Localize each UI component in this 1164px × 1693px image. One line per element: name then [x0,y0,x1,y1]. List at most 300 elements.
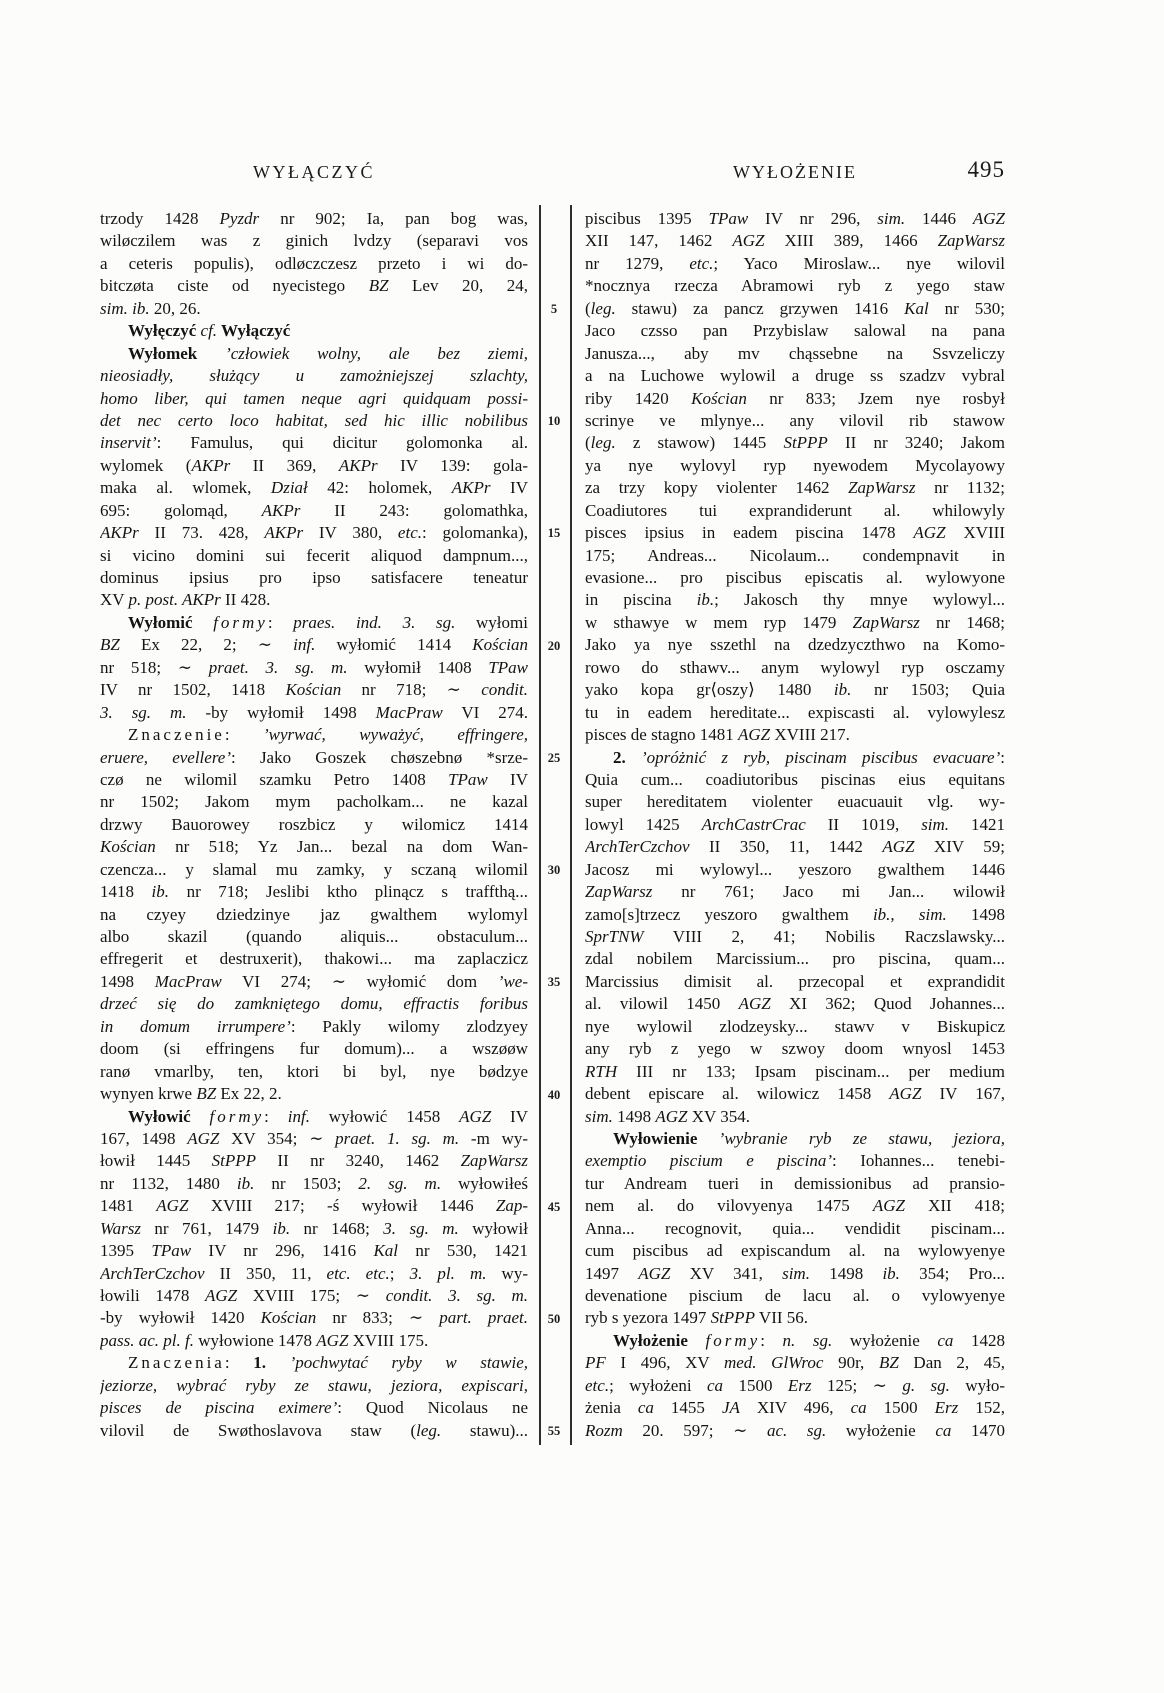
text-line [585,410,1005,432]
text-segment: ’we- [497,971,528,991]
text-line [585,948,1005,970]
text-segment: AKPr [191,455,231,475]
text-segment: TPaw [448,769,488,789]
text-segment: AGZ [738,994,771,1014]
text-segment: effregerit et destruxerit), thakowi... ma zaplaczicz [100,949,528,969]
text-segment: nr 1132; [915,478,1005,498]
text-segment: 152, [958,1398,1005,1418]
text-segment: AGZ [732,231,765,251]
text-segment: nr 530, 1421 [398,1241,528,1261]
text-line [100,702,528,724]
text-line [100,320,528,342]
text-line [585,1218,1005,1240]
text-segment: wyłowione 1478 [193,1330,317,1350]
text-segment: TPaw [151,1241,192,1261]
text-segment: IV nr 296, 1416 [191,1241,374,1261]
text-segment: 1498 [946,904,1005,924]
text-segment: part. praet. [439,1308,528,1328]
text-segment: : Quod Nicolaus ne [337,1398,528,1418]
text-line [100,1330,528,1352]
text-segment: AGZ [737,725,771,745]
text-segment: pass. ac. pl. f. [100,1330,194,1350]
text-segment: VI 274; ∼ wyłomić dom [221,971,498,991]
text-segment: 1428 [953,1330,1005,1350]
text-segment: II nr 3240, 1462 [256,1151,461,1171]
text-line [585,1330,1005,1352]
text-segment: BZ [878,1353,899,1373]
text-segment: Warsz [100,1218,141,1238]
text-line [100,791,528,813]
text-segment: XI 362; Quod Johannes... [770,994,1005,1014]
column-left [100,208,528,1442]
text-segment: 1498 [100,971,155,991]
text-segment: condit. 3. sg. m. [385,1286,528,1305]
text-line [585,589,1005,611]
text-line [100,657,528,679]
text-segment: 1421 [949,814,1005,834]
text-segment: nr 761, 1479 [140,1218,273,1238]
text-segment: a na Luchowe wylowil a druge ss szadzv vybral [585,366,1005,386]
text-segment: 1. [253,1353,290,1373]
text-segment: trzody 1428 [100,209,220,228]
text-segment: nr 1502; Jakom mym pacholkam... ne kazal [100,792,528,812]
text-line [100,1375,528,1397]
text-segment: ib., sim. [872,904,947,924]
gutter-line-number: 40 [547,1087,561,1102]
text-segment: ’wybranie ryb ze stawu, jeziora, [718,1128,1005,1148]
text-line [585,881,1005,903]
text-segment: wyłożenie [826,1420,936,1440]
text-segment: 125; ∼ [811,1375,903,1395]
text-segment: IV nr 296, [748,209,878,228]
text-segment: ZapWarsz [460,1151,528,1171]
text-line [100,926,528,948]
text-segment: IV 139: gola- [377,455,528,475]
text-line [100,275,528,297]
text-segment: XII 147, 1462 [585,231,733,251]
text-line [585,522,1005,544]
text-segment: zamo[s]trzecz yeszoro gwalthem [585,904,873,924]
text-segment: wiløczilem was z ginich lvdzy (separavi vos [100,231,528,251]
text-segment: cf. [200,321,218,341]
text-segment: AGZ [882,837,915,857]
text-segment: nye wylowil zlodzeysky... stawv v Biskupicz [585,1016,1005,1036]
text-segment: *nocznya rzecza Abramowi ryb z yego staw [585,276,1005,296]
text-segment: piscibus 1395 [585,209,709,228]
text-segment: 3. sg. m. [100,702,187,722]
text-segment: Kal [904,298,929,318]
text-segment: albo skazil (quando aliquis... obstaculum... [100,927,528,946]
text-segment: 3. sg. m. [383,1218,459,1238]
text-segment: AKPr [100,523,139,543]
gutter-line-number: 30 [547,863,561,878]
text-segment: Znaczenie [128,725,225,745]
text-line [100,208,528,230]
text-segment: AGZ [889,1084,922,1104]
gutter-line-number: 55 [547,1424,561,1439]
text-segment: bitczøta ciste od nyecistego [100,276,369,296]
text-segment: doom (si effringens fur domum)... a wszøøw [100,1039,528,1059]
text-line [100,1218,528,1240]
text-segment: Wyłączyć [217,321,291,341]
text-segment: Lev 20, 24, [388,276,528,296]
text-segment: Kościan [260,1308,317,1328]
text-segment: 1500 [723,1375,788,1395]
text-segment: 1500 [866,1398,935,1418]
text-segment: Kościan [472,635,528,655]
running-head-left: WYŁĄCZYĆ [253,162,375,182]
text-line [585,1263,1005,1285]
column-right [585,208,1005,1442]
text-segment: drzwy Bauorowey roszbicz y wilomicz 1414 [100,814,528,834]
gutter-line-number: 20 [547,638,561,653]
text-segment: TPaw [488,657,528,677]
text-line [100,1083,528,1105]
text-line [100,679,528,701]
text-segment: riby 1420 [585,388,692,408]
text-line [585,634,1005,656]
text-segment: devenatione piscium de lacu al. o vylowyenye [585,1286,1005,1305]
text-segment: BZ [100,635,120,655]
text-segment: sim. [921,814,950,834]
text-segment: jeziorze, wybrać ryby ze stawu, jeziora, expiscari, [100,1375,528,1395]
text-segment: AGZ [156,1196,189,1216]
gutter-line-number: 25 [547,750,561,765]
text-segment: ac. sg. [766,1420,827,1440]
text-segment: AKPr [338,455,378,475]
text-segment: AGZ [913,523,946,543]
text-line [585,904,1005,926]
text-line [585,1420,1005,1442]
text-segment: Znaczenia [128,1353,225,1373]
text-segment: 3. pl. m. [409,1263,487,1283]
text-segment: II nr 3240; Jakom [827,433,1005,453]
text-segment: yako kopa gr⟨oszy⟩ 1480 [585,680,834,700]
text-segment: ib. [696,590,715,610]
text-segment: łowili 1478 [100,1286,205,1305]
text-line [100,993,528,1015]
text-segment: al. vilowil 1450 [585,994,739,1014]
text-segment: stawu) za pancz grzywen 1416 [615,298,905,318]
text-segment: etc. [689,253,714,273]
text-line [585,859,1005,881]
text-segment: Dział [270,478,308,498]
text-segment: IV [490,478,528,498]
text-segment: MacPraw [154,971,222,991]
text-line [100,1420,528,1442]
text-segment: 20. 597; ∼ [622,1420,767,1440]
text-segment: 1446 [905,209,973,228]
text-line [100,455,528,477]
text-segment: III nr 133; Ipsam piscinam... per medium [617,1061,1005,1081]
text-line [585,545,1005,567]
text-segment: tu in eadem hereditate... expiscasti al. vylowylesz [585,702,1005,722]
text-segment: nem al. do vilovyenya 1475 [585,1196,873,1216]
text-segment: ’opróżnić z ryb, piscinam piscibus evacuare’ [640,747,1001,767]
text-segment: XV 354. [687,1106,750,1126]
text-segment: Coadiutores tui exprandiderunt al. whilowyly [585,500,1005,520]
text-segment: wyłomi [455,612,528,632]
text-segment: : [1000,747,1005,767]
text-segment: Kościan [100,837,156,857]
text-segment: -m wy- [459,1128,528,1148]
text-segment: formy [209,1106,265,1126]
text-segment: AKPr [264,523,304,543]
text-line [100,1038,528,1060]
text-segment: nr 518; Yz Jan... bezal na dom Wan- [155,837,528,857]
text-segment: det nec certo loco habitat, sed hic illic nobilibus [100,410,528,430]
text-line [585,926,1005,948]
text-line [100,545,528,567]
text-segment: debent episcare al. wilowicz 1458 [585,1084,890,1104]
text-segment: cum piscibus ad expiscandum al. na wylowyenye [585,1241,1005,1261]
text-segment: ZapWarsz [937,231,1005,251]
text-line [585,365,1005,387]
text-line [585,1106,1005,1128]
text-segment: : Famulus, qui dicitur golomonka al. [156,433,528,453]
text-segment: IV nr 1502, 1418 [100,680,286,700]
text-segment: nr 518; ∼ [100,657,209,677]
text-line [585,1195,1005,1217]
text-segment: czø ne wilomil szamku Petro 1408 [100,769,449,789]
text-line [585,477,1005,499]
text-segment: II 369, [230,455,339,475]
text-segment: ca [935,1420,952,1440]
text-line [585,1150,1005,1172]
text-segment: 90r, [823,1353,879,1373]
text-line [585,791,1005,813]
text-line [585,747,1005,769]
text-segment: XVIII [945,523,1005,543]
text-line [100,612,528,634]
text-segment: nr 1468; [919,612,1005,632]
text-segment: eruere, evellere’ [100,747,232,767]
text-segment: etc. [585,1375,610,1395]
text-line [100,724,528,746]
text-segment: 1497 [585,1263,639,1283]
text-segment: czencza... y slamal mu zamky, y sczaną wilomil [100,859,528,879]
text-segment: XVIII 217. [770,725,850,745]
text-segment: wyłowić 1458 [309,1106,460,1126]
text-segment: sim. [877,209,906,228]
text-segment: MacPraw [375,702,443,722]
text-segment: in piscina [585,590,697,610]
text-segment: scrinye ve mlynye... any vilovil rib stawow [585,410,1005,430]
text-segment: Kościan [285,680,342,700]
text-segment: leg. [590,433,616,453]
running-head-right: WYŁOŻENIE [733,162,857,182]
text-segment: nr 902; Ia, pan bog was, [259,209,528,228]
text-segment: 2. sg. m. [358,1173,442,1193]
text-segment: exemptio piscium e piscina’ [585,1151,832,1171]
text-segment: formy [705,1330,761,1350]
text-segment: Wyłowić [128,1106,210,1126]
text-line [585,567,1005,589]
column-divider-rule-right [570,205,572,1445]
text-line [100,567,528,589]
text-segment: Anna... recognovit, quia... vendidit piscinam... [585,1218,1005,1238]
text-line [585,253,1005,275]
text-segment: AGZ [316,1330,349,1350]
text-segment: etc. etc. [326,1263,390,1283]
text-segment: IV [491,1106,528,1126]
text-segment: 354; Pro... [899,1263,1005,1283]
text-segment: wy- [486,1263,528,1283]
text-line [585,500,1005,522]
text-line [100,298,528,320]
text-segment: 695: golomąd, [100,500,262,520]
text-segment: 1498 [612,1106,656,1126]
text-segment: praet. 3. sg. m. [208,657,348,677]
text-line [100,881,528,903]
text-line [585,836,1005,858]
text-segment: łowił 1445 [100,1151,212,1171]
text-segment: ( [585,298,591,318]
text-line [100,589,528,611]
text-line [100,410,528,432]
text-segment: ca [850,1398,867,1418]
text-segment: Janusza..., aby mv chąssebne na Ssvzeliczy [585,343,1005,363]
text-segment: Wyłomek [128,343,226,363]
text-line [585,702,1005,724]
text-segment: I 496, XV [605,1353,724,1373]
text-line [585,1240,1005,1262]
text-segment: ZapWarsz [848,478,916,498]
text-line [585,1307,1005,1329]
text-line [100,500,528,522]
text-line [100,1263,528,1285]
text-line [585,275,1005,297]
text-segment: Kościan [691,388,747,408]
text-line [585,1285,1005,1307]
text-segment: ca [937,1330,954,1350]
text-segment: XVIII 175. [348,1330,429,1350]
text-segment: ArchCastrCrac [701,814,806,834]
text-segment: AGZ [872,1196,905,1216]
text-segment: AGZ [204,1286,238,1305]
text-line [100,343,528,365]
text-segment: VIII 2, 41; Nobilis Raczslawsky... [643,927,1005,946]
gutter-line-number: 45 [547,1199,561,1214]
text-segment: 175; Andreas... Nicolaum... condempnavit in [585,545,1005,565]
text-segment: na czyey dziedzinye jaz gwalthem wylomyl [100,904,528,924]
gutter-line-number: 15 [547,526,561,541]
text-line [585,1061,1005,1083]
column-divider-rule-left [539,205,541,1445]
text-line [100,747,528,769]
text-line [585,1352,1005,1374]
text-segment: nr 530; [928,298,1005,318]
text-segment: n. sg. [782,1330,833,1350]
text-segment: Wyłomić [128,612,214,632]
text-line [100,1397,528,1419]
text-segment: wyłomił 1408 [347,657,489,677]
text-segment: II 243: golomathka, [300,500,528,520]
text-segment: Marcissius dimisit al. przecopal et exprandidit [585,971,1005,991]
text-segment: inf. [293,635,316,655]
text-line [585,993,1005,1015]
text-segment: praes. ind. 3. sg. [293,612,456,632]
text-segment: : Pakly wilomy zlodzyey [290,1016,528,1036]
text-line [100,1352,528,1374]
text-segment: II 350, 11, [204,1263,327,1283]
text-segment: PF [585,1353,606,1373]
text-line [100,859,528,881]
text-segment: nr 718; ∼ [341,680,482,700]
text-segment: stawu)... [441,1420,528,1440]
text-segment: -by wyłowił 1420 [100,1308,261,1328]
text-segment: XIV 496, [739,1398,851,1418]
text-segment: AGZ [972,209,1005,228]
text-segment: wylomek ( [100,455,192,475]
text-line [100,904,528,926]
text-segment: XV [100,590,129,610]
text-line [100,948,528,970]
text-line [585,455,1005,477]
text-line [585,1128,1005,1150]
text-line [585,1375,1005,1397]
text-segment: : golomanka), [422,523,528,543]
text-segment: maka al. wlomek, [100,478,271,498]
text-segment: pisces ipsius in eadem piscina 1478 [585,523,914,543]
text-segment: XVIII 217; -ś wyłowił 1446 [188,1196,496,1216]
text-segment: Ex 22, 2; ∼ [119,635,294,655]
gutter-line-number: 50 [547,1312,561,1327]
text-segment: formy [213,612,268,632]
text-segment: lowyl 1425 [585,814,702,834]
text-segment: med. GlWroc [723,1353,824,1373]
text-segment: : [267,612,294,632]
gutter-line-number: 10 [547,414,561,429]
text-line [585,657,1005,679]
text-segment: VII 56. [754,1308,809,1328]
text-segment: Jako ya nye sszethl na dzedzyczthwo na Komo- [585,635,1005,655]
text-segment: Zap- [495,1196,528,1216]
text-segment: IV 380, [303,523,398,543]
text-segment: ; wyłożeni [609,1375,707,1395]
text-segment: inservit’ [100,433,157,453]
gutter-line-number: 5 [550,301,558,316]
text-line [100,1016,528,1038]
text-segment: etc. [397,523,422,543]
text-segment: nr 1468; [290,1218,384,1238]
text-segment: z stawow) 1445 [615,433,784,453]
text-segment: ZapWarsz [852,612,920,632]
text-line [100,971,528,993]
text-segment: 1418 [100,882,152,902]
text-segment: nr 1503; Quia [851,680,1005,700]
text-segment: w sthawye w mem ryp 1479 [585,612,853,632]
text-segment: ca [637,1398,654,1418]
text-segment: 1498 [809,1263,883,1283]
text-segment: ’wyrwać, wyważyć, effringere, [263,725,528,745]
text-segment: rowo do sthawv... anym wylowyl ryp osczamy [585,657,1005,677]
text-line [100,388,528,410]
text-line [585,769,1005,791]
text-segment: ’człowiek wolny, ale bez ziemi, [225,343,528,363]
text-line [100,1195,528,1217]
text-segment: wyłowiłeś [441,1173,528,1193]
text-segment: żenia [585,1398,638,1418]
text-segment: Wyłowienie [613,1128,719,1148]
text-segment: II 350, 11, 1442 [689,837,883,857]
text-line [585,679,1005,701]
text-segment: ib. [151,882,170,902]
text-segment: : Iohannes... tenebi- [832,1151,1005,1171]
text-segment: 2. [613,747,641,767]
text-segment: sim. ib. [100,298,150,318]
text-segment: pisces de piscina eximere’ [100,1398,338,1418]
